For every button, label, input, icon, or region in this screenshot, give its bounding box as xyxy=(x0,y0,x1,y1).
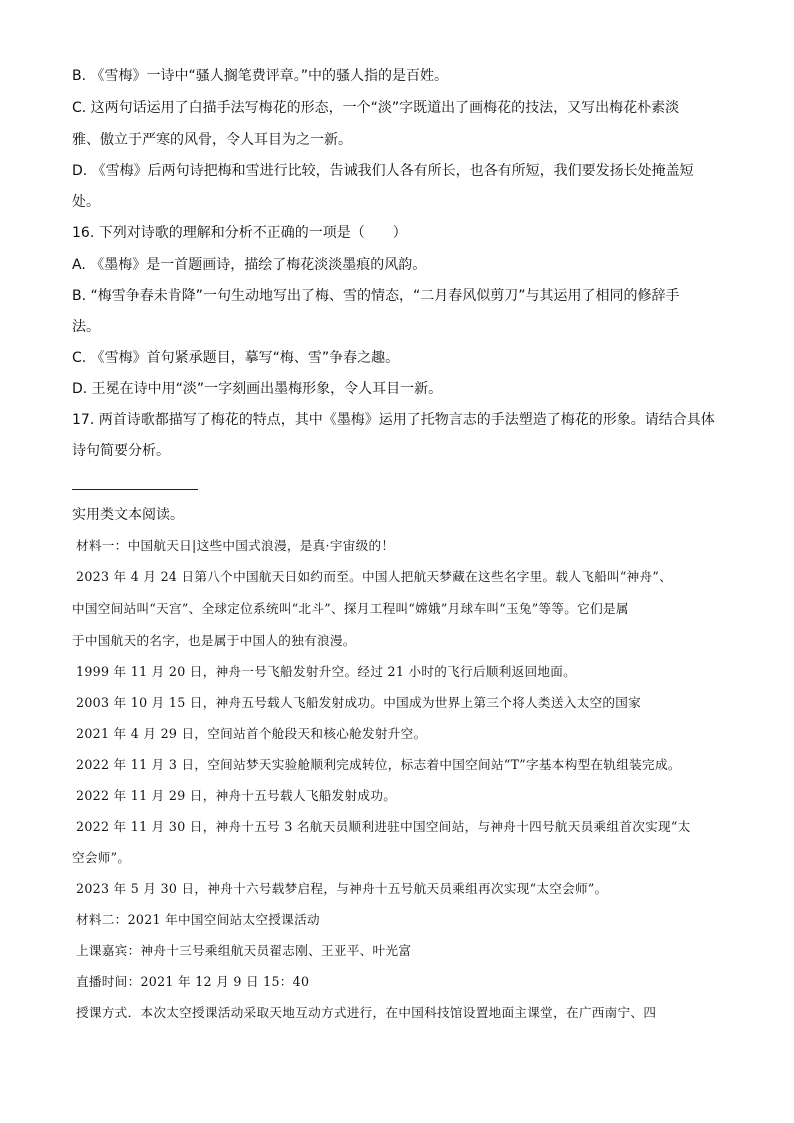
event-2022-nov-30-line1: 2022 年 11 月 30 日，神舟十五号 3 名航天员顺利进驻中国空间站，与神舟十四号航天员乘组首次实现“太 xyxy=(76,819,691,834)
broadcast-time: 直播时间：2021 年 12 月 9 日 15：40 xyxy=(76,974,310,989)
material-1-title: 材料一：中国航天日|这些中国式浪漫，是真·宇宙级的！ xyxy=(76,538,395,553)
event-2022-nov-29: 2022 年 11 月 29 日，神舟十五号载人飞船发射成功。 xyxy=(76,788,397,803)
teaching-method: 授课方式．本次太空授课活动采取天地互动方式进行，在中国科技馆设置地面主课堂，在广西南宁、四 xyxy=(76,1005,657,1020)
question-16: 16. 下列对诗歌的理解和分析不正确的一项是（ ） xyxy=(72,225,407,241)
event-2003: 2003 年 10 月 15 日，神舟五号载人飞船发射成功。中国成为世界上第三个将人类送入太空的国家 xyxy=(76,695,642,710)
material-1-para-line2: 中国空间站叫“天宫”、全球定位系统叫“北斗”、探月工程叫“嫦娥”月球车叫“玉兔”等等。它们是属 xyxy=(72,601,629,616)
option-c-q16: C. 《雪梅》首句紧承题目，摹写“梅、雪”争春之趣。 xyxy=(72,350,400,366)
section-heading: 实用类文本阅读。 xyxy=(72,507,184,523)
option-c-q15-line2: 雅、傲立于严寒的风骨，令人耳目为之一新。 xyxy=(72,132,352,148)
material-2-title: 材料二：2021 年中国空间站太空授课活动 xyxy=(76,912,320,927)
option-b-q16-line2: 法。 xyxy=(72,319,100,335)
material-1-para-line3: 于中国航天的名字，也是属于中国人的独有浪漫。 xyxy=(72,633,356,648)
question-17-line1: 17. 两首诗歌都描写了梅花的特点，其中《墨梅》运用了托物言志的手法塑造了梅花的形象。请结合具体 xyxy=(72,412,715,428)
event-2021: 2021 年 4 月 29 日，空间站首个舱段天和核心舱发射升空。 xyxy=(76,726,427,741)
event-2022-nov-30-line2: 空会师”。 xyxy=(72,850,131,865)
option-d-q16: D. 王冕在诗中用“淡”一字刻画出墨梅形象，令人耳目一新。 xyxy=(72,381,443,397)
answer-line xyxy=(72,489,198,490)
event-2023-may-30: 2023 年 5 月 30 日，神舟十六号载梦启程，与神舟十五号航天员乘组再次实现“太空会师”。 xyxy=(76,881,608,896)
option-c-q15-line1: C. 这两句话运用了白描手法写梅花的形态，一个“淡”字既道出了画梅花的技法，又写出梅花朴素淡 xyxy=(72,100,680,116)
class-guests: 上课嘉宾：神舟十三号乘组航天员翟志刚、王亚平、叶光富 xyxy=(76,943,412,958)
option-b-q15: B. 《雪梅》一诗中“骚人搁笔费评章。”中的骚人指的是百姓。 xyxy=(72,68,449,84)
material-1-para-line1: 2023 年 4 月 24 日第八个中国航天日如约而至。中国人把航天梦藏在这些名字里。载人飞船叫“神舟”、 xyxy=(76,569,673,584)
option-a-q16: A. 《墨梅》是一首题画诗，描绘了梅花淡淡墨痕的风韵。 xyxy=(72,257,427,273)
option-b-q16-line1: B. “梅雪争春未肯降”一句生动地写出了梅、雪的情态，“二月春风似剪刀”与其运用了相同的修辞手 xyxy=(72,288,680,304)
event-1999: 1999 年 11 月 20 日，神舟一号飞船发射升空。经过 21 小时的飞行后顺利返回地面。 xyxy=(76,664,577,679)
event-2022-nov-3: 2022 年 11 月 3 日，空间站梦天实验舱顺利完成转位，标志着中国空间站“T”字基本构型在轨组装完成。 xyxy=(76,757,681,772)
question-17-line2: 诗句简要分析。 xyxy=(72,443,170,459)
option-d-q15-line2: 处。 xyxy=(72,194,100,210)
option-d-q15-line1: D. 《雪梅》后两句诗把梅和雪进行比较，告诫我们人各有所长，也各有所短，我们要发扬长处掩盖短 xyxy=(72,163,694,179)
